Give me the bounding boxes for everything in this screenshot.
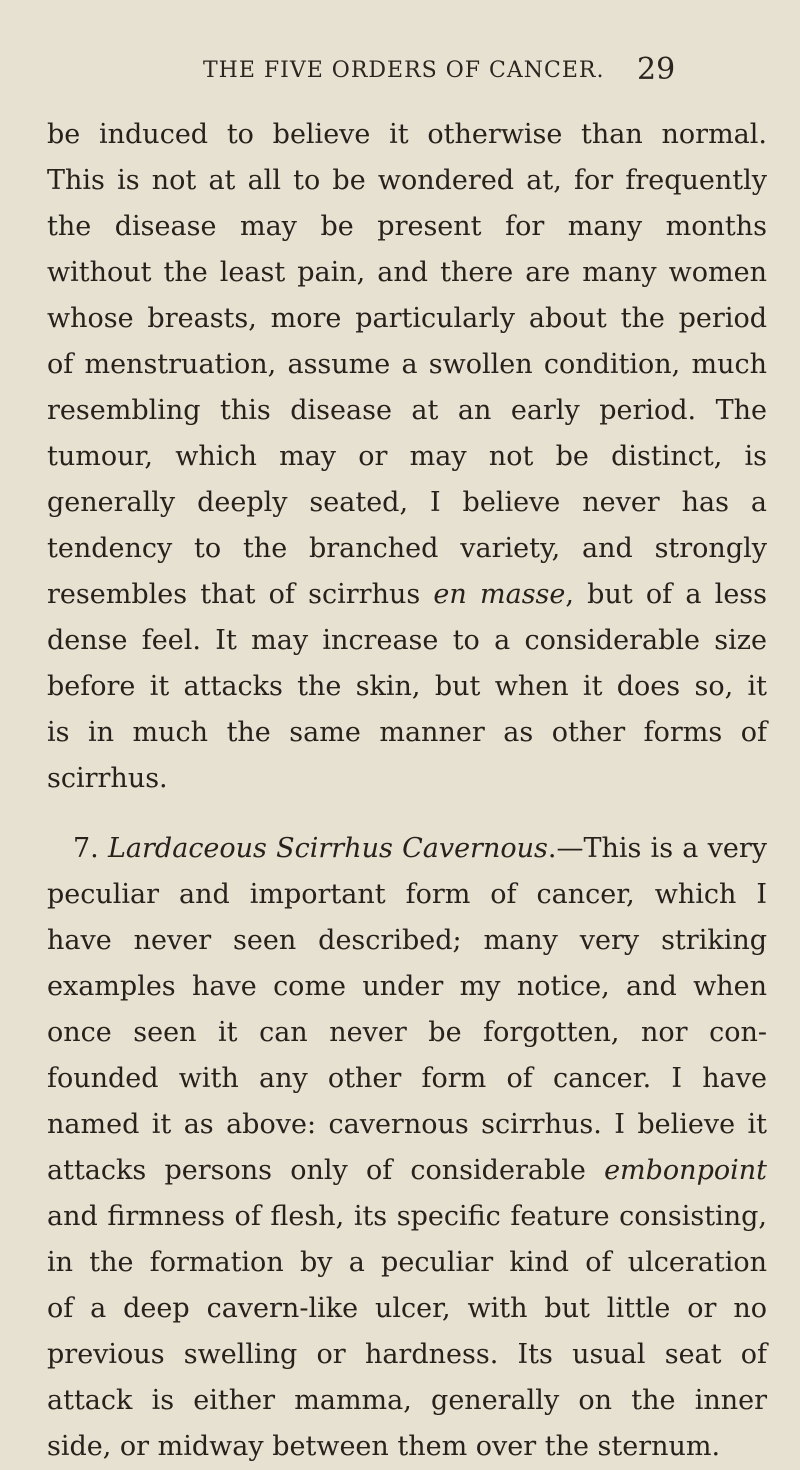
paragraph-1 xyxy=(47,112,767,802)
text-line: have never seen described; many very striking xyxy=(47,925,767,956)
text-line: attacks persons only of considerable embonpoint xyxy=(47,1155,767,1186)
text-line: tendency to the branched variety, and strongly xyxy=(47,533,767,564)
section-heading-italic: Lardaceous Scirrhus Cavernous xyxy=(108,833,548,864)
text-line: previous swelling or hardness. Its usual seat of xyxy=(47,1339,767,1370)
italic-phrase: embonpoint xyxy=(604,1155,767,1186)
text-line: scirrhus. xyxy=(47,763,168,794)
running-head: THE FIVE ORDERS OF CANCER. xyxy=(203,58,605,83)
text-line: examples have come under my notice, and when xyxy=(47,971,767,1002)
text-line: resembling this disease at an early period. The xyxy=(47,395,767,426)
text-line: resembles that of scirrhus en masse, but of a less xyxy=(47,579,768,610)
text-line: generally deeply seated, I believe never has a xyxy=(47,487,767,518)
page-number: 29 xyxy=(637,52,676,87)
text-line: the disease may be present for many months xyxy=(47,211,767,242)
text-line: founded with any other form of cancer. I have xyxy=(47,1063,767,1094)
text-line: tumour, which may or may not be distinct, is xyxy=(47,441,767,472)
text-line: is in much the same manner as other forms of xyxy=(47,717,767,748)
text-line: whose breasts, more particularly about the period xyxy=(47,303,767,334)
text-line: This is not at all to be wondered at, for frequently xyxy=(47,165,767,196)
text-line: of menstruation, assume a swollen condition, much xyxy=(47,349,767,380)
text-line: and firmness of flesh, its specific feature consisting, xyxy=(47,1201,767,1232)
paragraph-2 xyxy=(47,826,767,1470)
text-line: side, or midway between them over the sternum. xyxy=(47,1431,721,1462)
text-line: named it as above: cavernous scirrhus. I believe it xyxy=(47,1109,767,1140)
paragraph-gap xyxy=(47,802,767,826)
text-line: without the least pain, and there are many women xyxy=(47,257,767,288)
text-line: peculiar and important form of cancer, which I xyxy=(47,879,767,910)
text-line: once seen it can never be forgotten, nor con- xyxy=(47,1017,767,1048)
text-line: attack is either mamma, generally on the inner xyxy=(47,1385,767,1416)
text-line: dense feel. It may increase to a considerable size xyxy=(47,625,767,656)
text-line: be induced to believe it otherwise than normal. xyxy=(47,119,767,150)
text-line: 7. Lardaceous Scirrhus Cavernous.—This is a very xyxy=(73,833,767,864)
italic-phrase: en masse xyxy=(433,579,566,610)
text-line: of a deep cavern-like ulcer, with but little or no xyxy=(47,1293,767,1324)
text-line: before it attacks the skin, but when it does so, it xyxy=(47,671,767,702)
body-text xyxy=(47,112,767,1470)
text-line: in the formation by a peculiar kind of ulceration xyxy=(47,1247,767,1278)
